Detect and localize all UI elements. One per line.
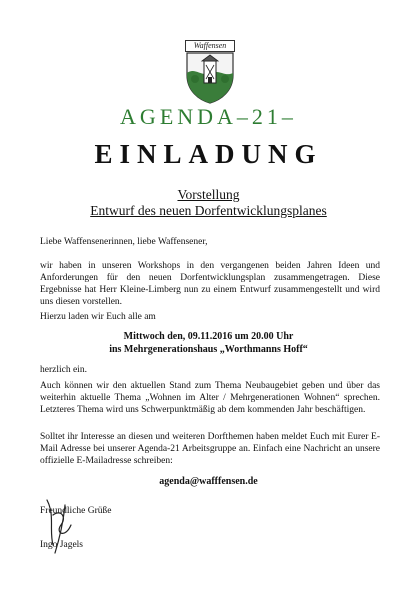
salutation: Liebe Waffensenerinnen, liebe Waffensener,	[40, 237, 208, 247]
crest-shield-icon	[185, 51, 235, 104]
event-location: ins Mehrgenerationshaus „Worthmanns Hoff“	[109, 344, 308, 355]
paragraph-topics: Auch können wir den aktuellen Stand zum Thema Neubaugebiet geben und über das weiterhin aktuelle Thema „Wohnen im Alter / Mehrgenerationen Wohnen“ sprechen. Letzteres Thema wird uns Schwerpunktmäßig ab dem kommenden Jahr beschäftigen.	[40, 381, 380, 415]
village-crest-icon	[185, 40, 235, 104]
paragraph-welcome: herzlich ein.	[40, 365, 87, 375]
closing: Freundliche Grüße	[40, 506, 112, 516]
paragraph-workshops: wir haben in unseren Workshops in den vergangenen beiden Jahren Ideen und Anforderungen für den neuen Dorfentwicklungsplan zusammengetragen. Diese Ergebnisse hat Herr Kleine-Limberg nun zu einem Entwurf zusammengestellt und wird uns diesen vorstellen.	[40, 261, 380, 307]
event-date: Mittwoch den, 09.11.2016 um 20.00 Uhr	[123, 331, 294, 342]
crest-banner: Waffensen	[185, 40, 235, 52]
paragraph-invitation: Hierzu laden wir Euch alle am	[40, 312, 156, 322]
contact-email: agenda@wafffensen.de	[159, 476, 258, 487]
subtitle-line-1: Vorstellung	[177, 187, 240, 202]
page-title: EINLADUNG	[94, 139, 323, 169]
agenda-heading: AGENDA–21–	[120, 104, 297, 129]
paragraph-contact: Solltet ihr Interesse an diesen und weiteren Dorfthemen haben meldet Euch mit Eurer E-Mail Adresse bei unserer Agenda-21 Arbeitsgruppe an. Einfach eine Nachricht an unsere offizielle E-Mailadresse schreiben:	[40, 432, 380, 466]
subtitle-line-2: Entwurf des neuen Dorfentwicklungsplanes	[90, 203, 327, 218]
handwritten-signature	[35, 495, 85, 555]
signer-name: Ingo Jagels	[40, 540, 84, 550]
